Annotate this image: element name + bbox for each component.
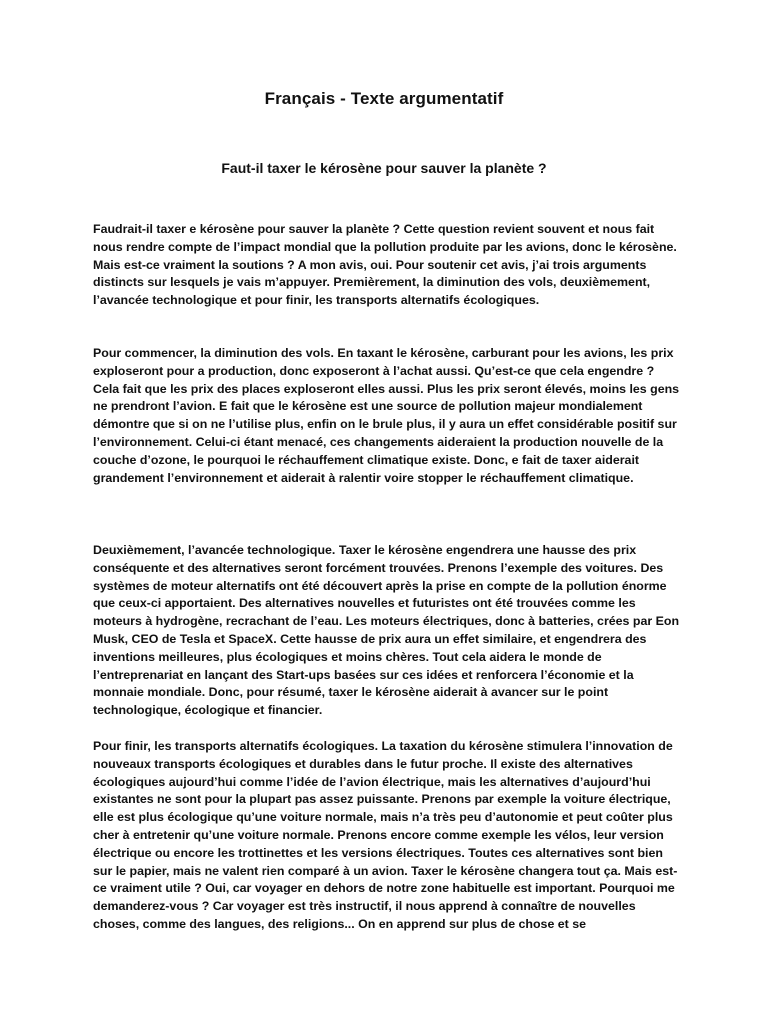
paragraph-second-argument: Deuxièmement, l’avancée technologique. Taxer le kérosène engendrera une hausse des prix conséquente et des alternatives seront forcément trouvées. Prenons l’exemple des voitures. Des systèmes de moteur alternatifs ont été découvert après la prise en compte de la pollution énorme que ceux-ci apportaient. Des alternatives nouvelles et futuristes ont été trouvées comme les moteurs à hydrogène, recrachant de l’eau. Les moteurs électriques, donc à batteries, crées par Eon Musk, CEO de Tesla et SpaceX. Cette hausse de prix aura un effet similaire, et engendrera des inventions meilleures, plus écologiques et moins chères. Tout cela aidera le monde de l’entreprenariat en lançant des Start-ups basées sur ces idées et renforcera l’économie et la monnaie mondiale. Donc, pour résumé, taxer le kérosène aiderait à avancer sur le point technologique, écologique et financier.: [93, 543, 680, 718]
document-subtitle: Faut-il taxer le kérosène pour sauver la planète ?: [221, 160, 547, 176]
document-title: Français - Texte argumentatif: [264, 89, 504, 108]
paragraph-first-argument: Pour commencer, la diminution des vols. En taxant le kérosène, carburant pour les avions, les prix exploseront pour a production, donc exposeront à l’achat aussi. Qu’est-ce que cela engendre ? Cela fait que les prix des places exploseront elles aussi. Plus les prix seront élevés, moins les gens ne prendront l’avion. E fait que le kérosène est une source de pollution majeur mondialement démontre que si on ne l’utilise plus, enfin on le brule plus, il y aura un effet considérable positif sur l’environnement. Celui-ci étant menacé, ces changements aideraient la production nouvelle de la couche d’ozone, le pourquoi le réchauffement climatique existe. Donc, e fait de taxer aiderait grandement l’environnement et aiderait à ralentir voire stopper le réchauffement climatique.: [93, 346, 680, 485]
paragraph-introduction: Faudrait-il taxer e kérosène pour sauver la planète ? Cette question revient souvent et nous fait nous rendre compte de l’impact mondial que la pollution produite par les avions, donc le kérosène. Mais est-ce vraiment la soutions ? A mon avis, oui. Pour soutenir cet avis, j’ai trois arguments distincts sur lesquels je vais m’appuyer. Premièrement, la diminution des vols, deuxièmement, l’avancée technologique et pour finir, les transports alternatifs écologiques.: [93, 222, 677, 308]
paragraph-third-argument: Pour finir, les transports alternatifs écologiques. La taxation du kérosène stimulera l’innovation de nouveaux transports écologiques et durables dans le futur proche. Il existe des alternatives écologiques aujourd’hui comme l’idée de l’avion électrique, mais les alternatives d’aujourd’hui existantes ne sont pour la plupart pas assez puissante. Prenons par exemple la voiture électrique, elle est plus écologique qu’une voiture normale, mais n’a très peu d’autonomie et peut coûter plus cher à entretenir qu’une voiture normale. Prenons encore comme exemple les vélos, leur version électrique ou encore les trottinettes et les versions électriques. Toutes ces alternatives sont bien sur le papier, mais ne valent rien comparé à un avion. Taxer le kérosène changera tout ça. Mais est-ce vraiment utile ? Oui, car voyager en dehors de notre zone habituelle est important. Pourquoi me demanderez-vous ? Car voyager est très instructif, il nous apprend à connaître de nouvelles choses, comme des langues, des religions... On en apprend sur plus de chose et se: [93, 739, 678, 931]
